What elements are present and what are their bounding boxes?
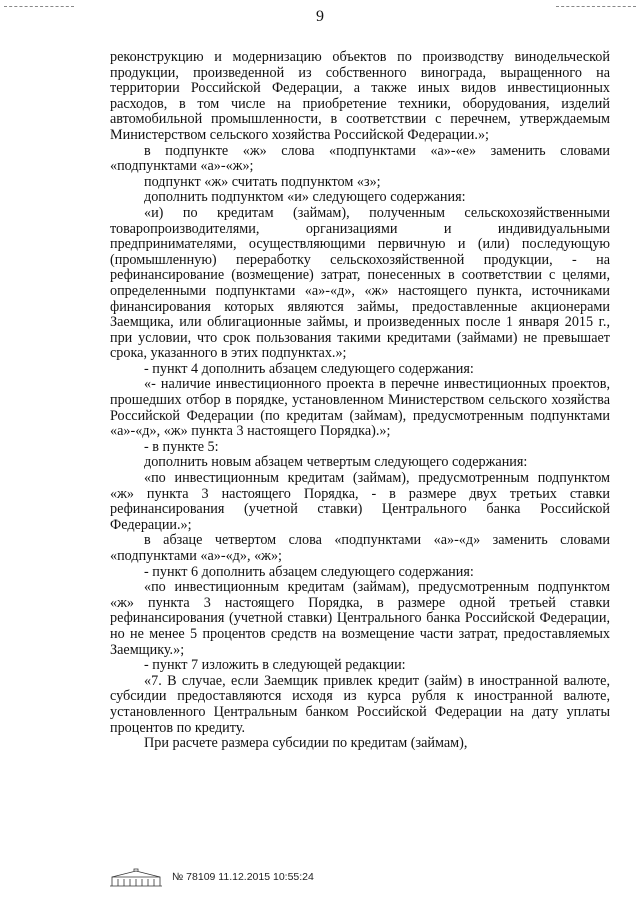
paragraph: При расчете размера субсидии по кредитам (займам), xyxy=(144,735,468,752)
building-emblem-icon xyxy=(108,868,164,888)
paragraph: «и) по кредитам (займам), полученным сельскохозяйственными товаропроизводителями, организациями и индивидуальными предпринимателями, осуществляющими первичную и (или) последующую (промышленную) переработку сельскохозяйственной продукции, - на рефинансирование (возмещение) затрат, понесенных в соответствии с целями, определенными подпунктами «а»-«д», «ж» настоящего пункта, источниками финансирования которых являются займы, предоставленные акционерами Заемщика, или облигационные займы, и произведенных после 1 января 2015 г., при условии, что срок пользования такими кредитами (займами) не превышает срока, указанного в этих подпунктах.»; xyxy=(110,204,610,362)
paragraph: в абзаце четвертом слова «подпунктами «а»-«д» заменить словами «подпунктами «а»-«д», «ж»; xyxy=(110,532,610,564)
paragraph: «- наличие инвестиционного проекта в перечне инвестиционных проектов, прошедших отбор в порядке, установленном Министерством сельского хозяйства Российской Федерации (по кредитам (займам), предусмотренным подпунктами «а»-«д», «ж» пункта 3 настоящего Порядка).»; xyxy=(110,376,610,440)
paragraph: в подпункте «ж» слова «подпунктами «а»-«е» заменить словами «подпунктами «а»-«ж»; xyxy=(110,142,610,175)
document-body xyxy=(110,50,610,752)
page-number: 9 xyxy=(316,8,324,25)
document-registration-stamp: № 78109 11.12.2015 10:55:24 xyxy=(172,871,314,883)
paragraph: реконструкцию и модернизацию объектов по производству винодельческой продукции, произведенной из собственного винограда, выращенного на территории Российской Федерации, а также иных видов инвестиционных расходов, в том числе на приобретение техники, оборудования, изделий автомобильной промышленности, в соответствии с перечнем, утверждаемым Министерством сельского хозяйства Российской Федерации.»; xyxy=(110,49,610,143)
paragraph: - пункт 7 изложить в следующей редакции: xyxy=(144,657,406,674)
paragraph: «по инвестиционным кредитам (займам), предусмотренным подпунктом «ж» пункта 3 настоящего Порядка, - в размере двух третьих ставки рефинансирования (учетной ставки) Центрального банка Российской Федерации.»; xyxy=(110,470,610,533)
paragraph: - в пункте 5: xyxy=(144,438,219,455)
paragraph: - пункт 4 дополнить абзацем следующего содержания: xyxy=(144,360,474,377)
paragraph: «7. В случае, если Заемщик привлек кредит (займ) в иностранной валюте, субсидии предоставляются исходя из курса рубля к иностранной валюте, установленного Центральным банком Российской Федерации на дату уплаты процентов по кредиту. xyxy=(110,672,610,736)
paragraph: - пункт 6 дополнить абзацем следующего содержания: xyxy=(144,563,474,580)
paragraph: подпункт «ж» считать подпунктом «з»; xyxy=(144,173,381,190)
paragraph: «по инвестиционным кредитам (займам), предусмотренным подпунктом «ж» пункта 3 настоящего Порядка, в размере одной третьей ставки рефинансирования (учетной ставки) Центрального банка Российской Федерации, но не менее 5 процентов средств на возмещение части затрат, предоставляемых Заемщику.»; xyxy=(110,579,610,658)
scan-mark-right xyxy=(556,6,636,7)
paragraph: дополнить новым абзацем четвертым следующего содержания: xyxy=(144,454,528,471)
scan-mark-left xyxy=(4,6,74,7)
paragraph: дополнить подпунктом «и» следующего содержания: xyxy=(144,189,466,206)
